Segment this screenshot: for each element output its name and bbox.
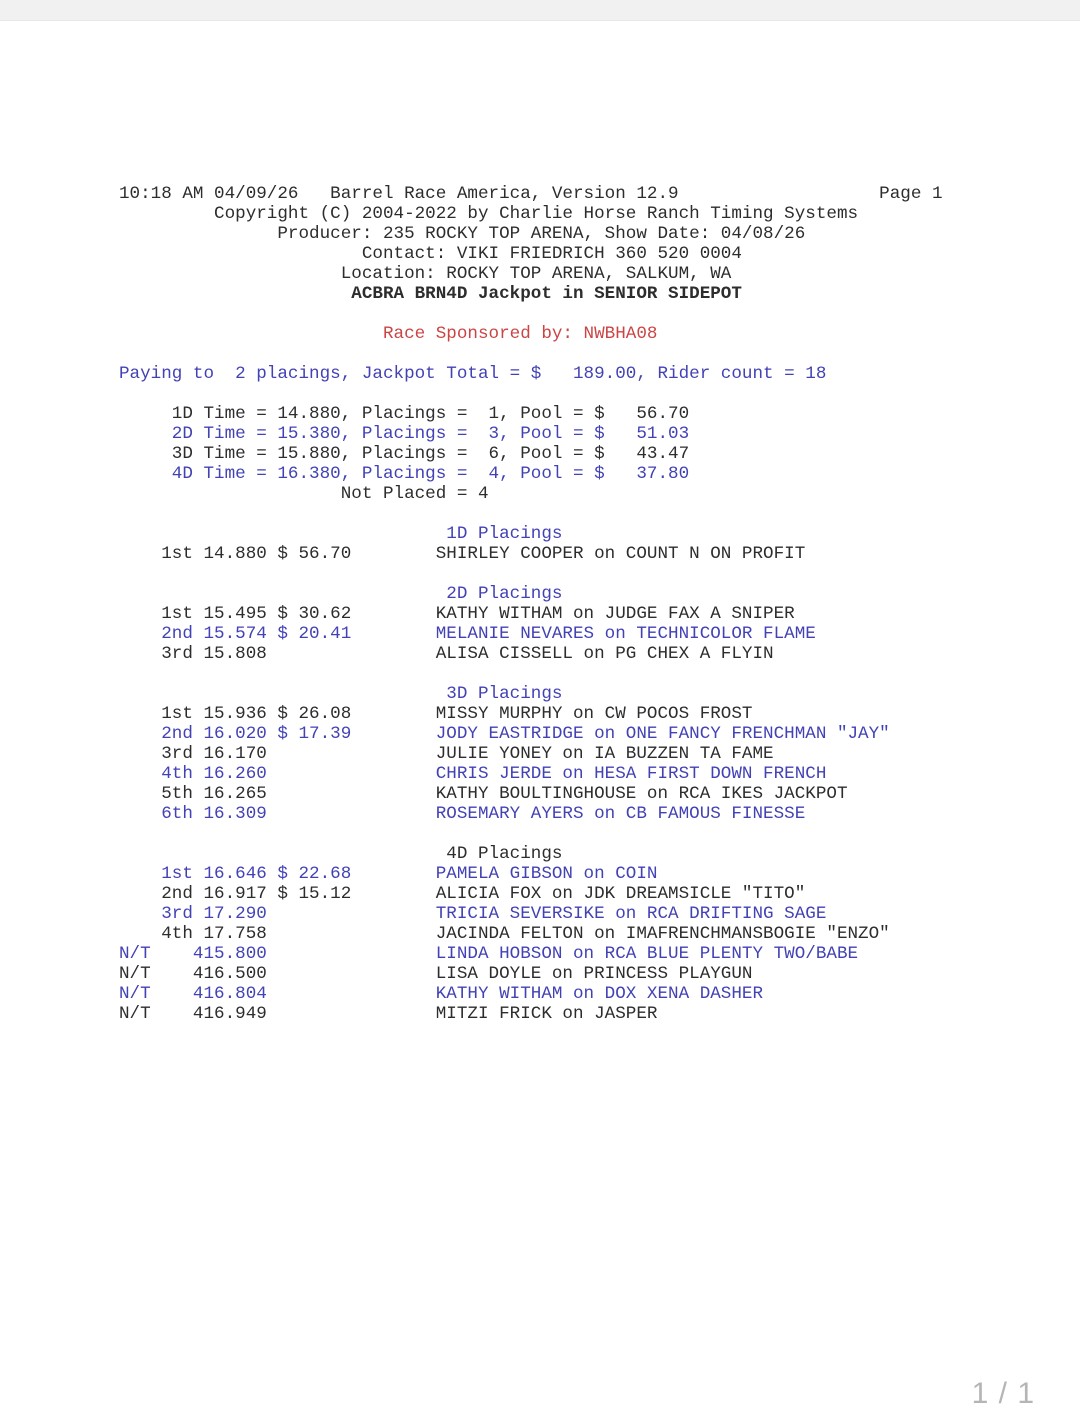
placing-row: 1st 15.936 $ 26.08 MISSY MURPHY on CW POCOS FROST xyxy=(119,704,753,724)
division-2d-line: 2D Time = 15.380, Placings = 3, Pool = $ 51.03 xyxy=(119,424,690,444)
contact-line: Contact: VIKI FRIEDRICH 360 520 0004 xyxy=(119,244,742,264)
document-page[interactable] xyxy=(0,21,1080,1401)
placing-row: 3rd 16.170 JULIE YONEY on IA BUZZEN TA FAME xyxy=(119,744,774,764)
blank-line xyxy=(119,664,943,684)
blank-line xyxy=(119,564,943,584)
division-4d-line: 4D Time = 16.380, Placings = 4, Pool = $ 37.80 xyxy=(119,464,690,484)
placing-row: 1st 16.646 $ 22.68 PAMELA GIBSON on COIN xyxy=(119,864,658,884)
placing-row: 6th 16.309 ROSEMARY AYERS on CB FAMOUS FINESSE xyxy=(119,804,806,824)
placing-row: 3rd 17.290 TRICIA SEVERSIKE on RCA DRIFTING SAGE xyxy=(119,904,827,924)
placing-row: 4th 16.260 CHRIS JERDE on HESA FIRST DOWN FRENCH xyxy=(119,764,827,784)
blank-line xyxy=(119,304,943,324)
location-line: Location: ROCKY TOP ARENA, SALKUM, WA xyxy=(119,264,732,284)
event-title-line: ACBRA BRN4D Jackpot in SENIOR SIDEPOT xyxy=(119,284,742,304)
placing-row: 5th 16.265 KATHY BOULTINGHOUSE on RCA IKES JACKPOT xyxy=(119,784,848,804)
placing-row: N/T 416.500 LISA DOYLE on PRINCESS PLAYGUN xyxy=(119,964,753,984)
placing-row: N/T 416.804 KATHY WITHAM on DOX XENA DASHER xyxy=(119,984,764,1004)
section-title-3d: 3D Placings xyxy=(119,684,563,704)
placing-row: 2nd 16.917 $ 15.12 ALICIA FOX on JDK DREAMSICLE "TITO" xyxy=(119,884,806,904)
viewer-top-strip xyxy=(0,0,1080,21)
division-3d-line: 3D Time = 15.880, Placings = 6, Pool = $ 43.47 xyxy=(119,444,690,464)
section-title-4d: 4D Placings xyxy=(119,844,563,864)
placing-row: 4th 17.758 JACINDA FELTON on IMAFRENCHMANSBOGIE "ENZO" xyxy=(119,924,890,944)
paying-summary-line: Paying to 2 placings, Jackpot Total = $ 189.00, Rider count = 18 xyxy=(119,364,827,384)
section-title-2d: 2D Placings xyxy=(119,584,563,604)
placing-row: N/T 416.949 MITZI FRICK on JASPER xyxy=(119,1004,658,1024)
blank-line xyxy=(119,504,943,524)
placing-row: 2nd 16.020 $ 17.39 JODY EASTRIDGE on ONE FANCY FRENCHMAN "JAY" xyxy=(119,724,890,744)
blank-line xyxy=(119,384,943,404)
division-1d-line: 1D Time = 14.880, Placings = 1, Pool = $ 56.70 xyxy=(119,404,690,424)
producer-line: Producer: 235 ROCKY TOP ARENA, Show Date: 04/08/26 xyxy=(119,224,806,244)
sponsor-line: Race Sponsored by: NWBHA08 xyxy=(119,324,658,344)
blank-line xyxy=(119,824,943,844)
blank-line xyxy=(119,344,943,364)
placing-row: 3rd 15.808 ALISA CISSELL on PG CHEX A FLYIN xyxy=(119,644,774,664)
report-text-block xyxy=(119,184,943,1024)
placing-row: 2nd 15.574 $ 20.41 MELANIE NEVARES on TECHNICOLOR FLAME xyxy=(119,624,816,644)
not-placed-line: Not Placed = 4 xyxy=(119,484,489,504)
placing-row: N/T 415.800 LINDA HOBSON on RCA BLUE PLENTY TWO/BABE xyxy=(119,944,859,964)
page-indicator: 1 / 1 xyxy=(971,1377,1035,1410)
placing-row: 1st 15.495 $ 30.62 KATHY WITHAM on JUDGE FAX A SNIPER xyxy=(119,604,795,624)
copyright-line: Copyright (C) 2004-2022 by Charlie Horse Ranch Timing Systems xyxy=(119,204,859,224)
section-title-1d: 1D Placings xyxy=(119,524,563,544)
placing-row: 1st 14.880 $ 56.70 SHIRLEY COOPER on COUNT N ON PROFIT xyxy=(119,544,806,564)
report-meta-line: 10:18 AM 04/09/26 Barrel Race America, Version 12.9 Page 1 xyxy=(119,184,943,204)
